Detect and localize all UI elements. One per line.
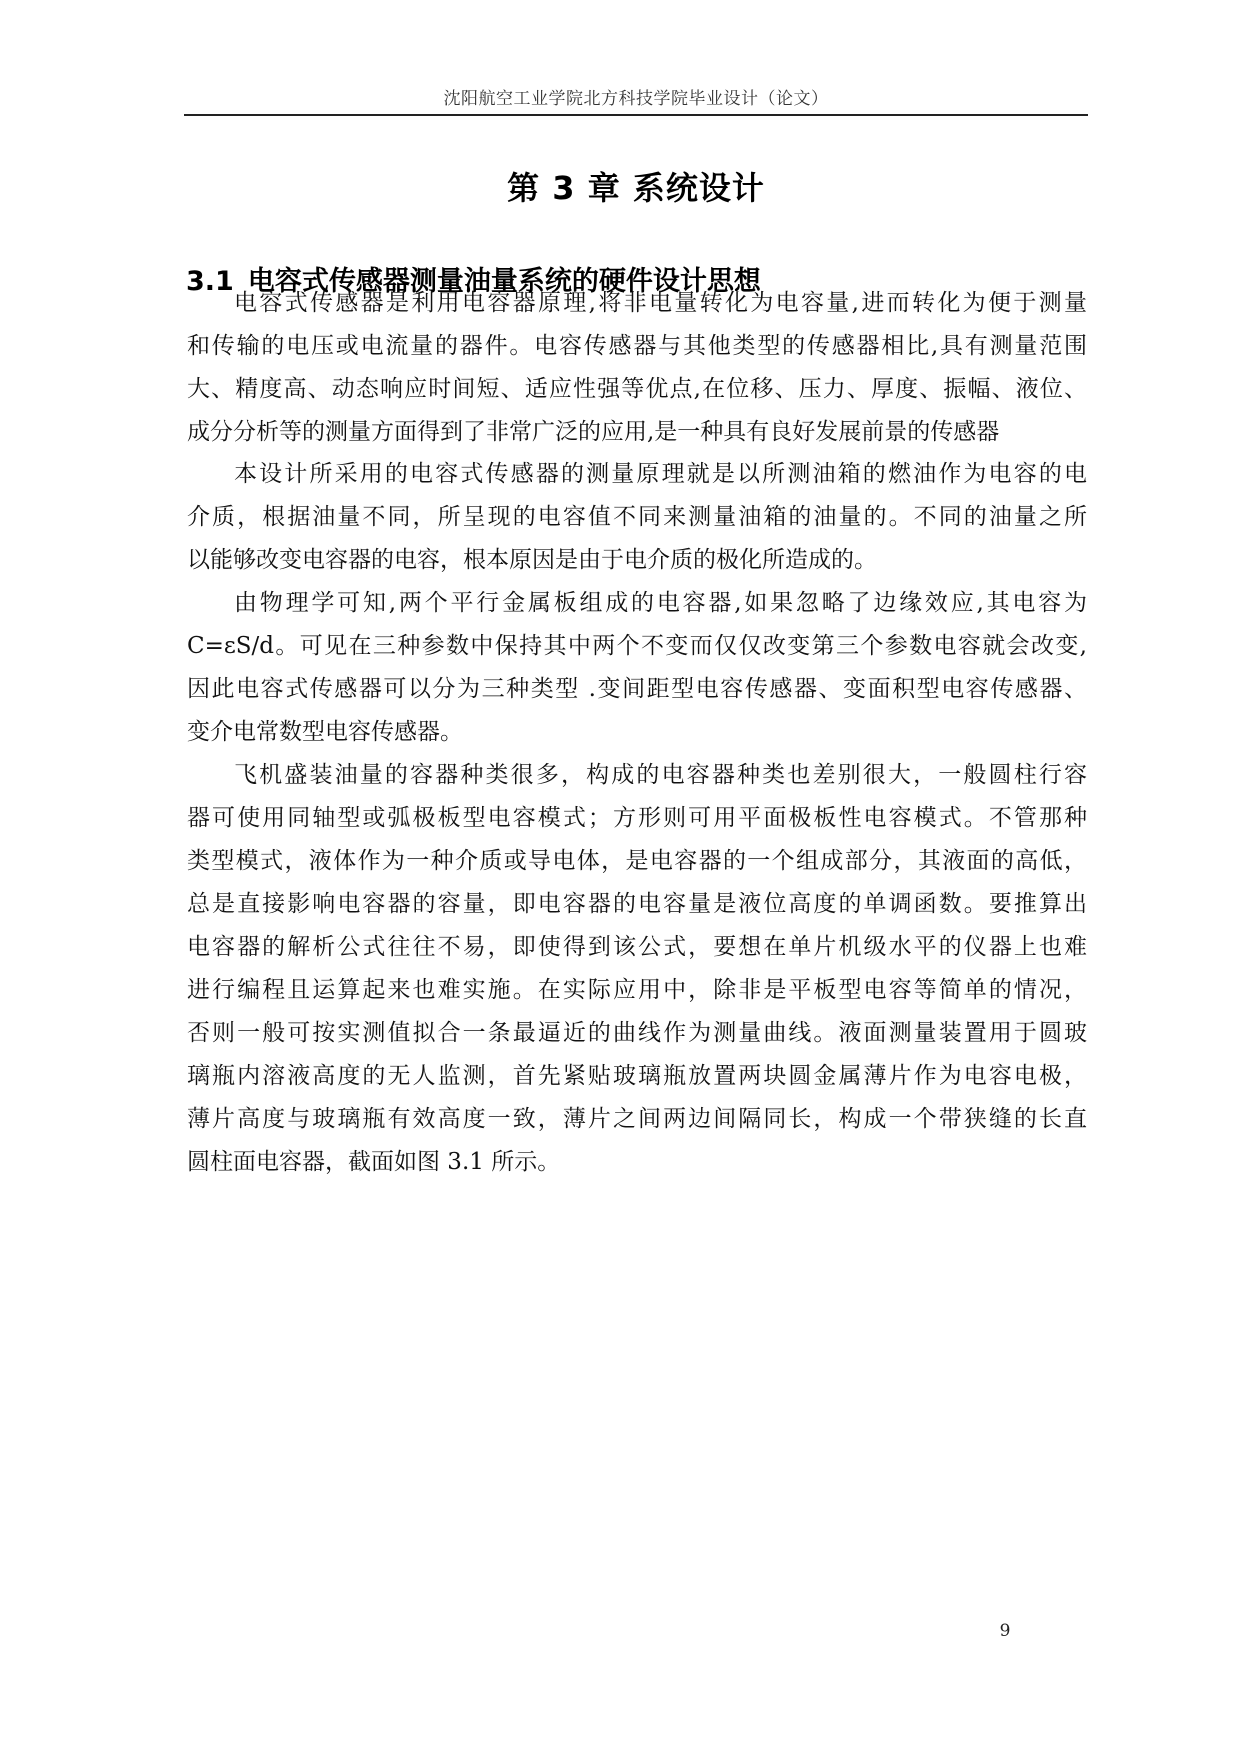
header-divider	[184, 114, 1088, 116]
body-line: 进行编程且运算起来也难实施。在实际应用中，除非是平板型电容等简单的情况，	[187, 977, 1087, 1003]
body-line: 成分分析等的测量方面得到了非常广泛的应用,是一种具有良好发展前景的传感器	[187, 419, 1000, 445]
body-line: 由物理学可知,两个平行金属板组成的电容器,如果忽略了边缘效应,其电容为	[234, 590, 1087, 616]
body-line: 圆柱面电容器，截面如图 3.1 所示。	[187, 1149, 561, 1175]
body-line: 总是直接影响电容器的容量，即电容器的电容量是液位高度的单调函数。要推算出	[187, 891, 1087, 917]
body-line: 器可使用同轴型或弧极板型电容模式；方形则可用平面极板性电容模式。不管那种	[187, 805, 1087, 831]
body-line: 本设计所采用的电容式传感器的测量原理就是以所测油箱的燃油作为电容的电	[234, 461, 1087, 487]
body-line: 和传输的电压或电流量的器件。电容传感器与其他类型的传感器相比,具有测量范围	[187, 333, 1087, 359]
body-line: 以能够改变电容器的电容，根本原因是由于电介质的极化所造成的。	[187, 547, 877, 573]
body-line: 大、精度高、动态响应时间短、适应性强等优点,在位移、压力、厚度、振幅、液位、	[187, 376, 1087, 402]
page-header: 沈阳航空工业学院北方科技学院毕业设计（论文）	[443, 89, 829, 109]
body-line: 电容器的解析公式往往不易，即使得到该公式，要想在单片机级水平的仪器上也难	[187, 934, 1087, 960]
body-line: 类型模式，液体作为一种介质或导电体，是电容器的一个组成部分，其液面的高低，	[187, 848, 1087, 874]
chapter-title: 第 3 章 系统设计	[507, 169, 765, 207]
body-line: 否则一般可按实测值拟合一条最逼近的曲线作为测量曲线。液面测量装置用于圆玻	[187, 1020, 1087, 1046]
body-line: 璃瓶内溶液高度的无人监测，首先紧贴玻璃瓶放置两块圆金属薄片作为电容电极，	[187, 1063, 1087, 1089]
body-line: C=εS/d。可见在三种参数中保持其中两个不变而仅仅改变第三个参数电容就会改变,	[187, 633, 1087, 659]
body-line: 飞机盛装油量的容器种类很多，构成的电容器种类也差别很大，一般圆柱行容	[234, 762, 1087, 788]
body-line: 介质，根据油量不同，所呈现的电容值不同来测量油箱的油量的。不同的油量之所	[187, 504, 1087, 530]
body-line: 薄片高度与玻璃瓶有效高度一致，薄片之间两边间隔同长，构成一个带狭缝的长直	[187, 1106, 1087, 1132]
section-number: 3.1	[186, 266, 234, 297]
section-title-text: 电容式传感器测量油量系统的硬件设计思想	[247, 266, 761, 297]
page-number: 9	[999, 1621, 1011, 1641]
body-line: 变介电常数型电容传感器。	[187, 719, 463, 745]
body-line: 电容式传感器是利用电容器原理,将非电量转化为电容量,进而转化为便于测量	[234, 290, 1087, 316]
body-line: 因此电容式传感器可以分为三种类型 .变间距型电容传感器、变面积型电容传感器、	[187, 676, 1087, 702]
